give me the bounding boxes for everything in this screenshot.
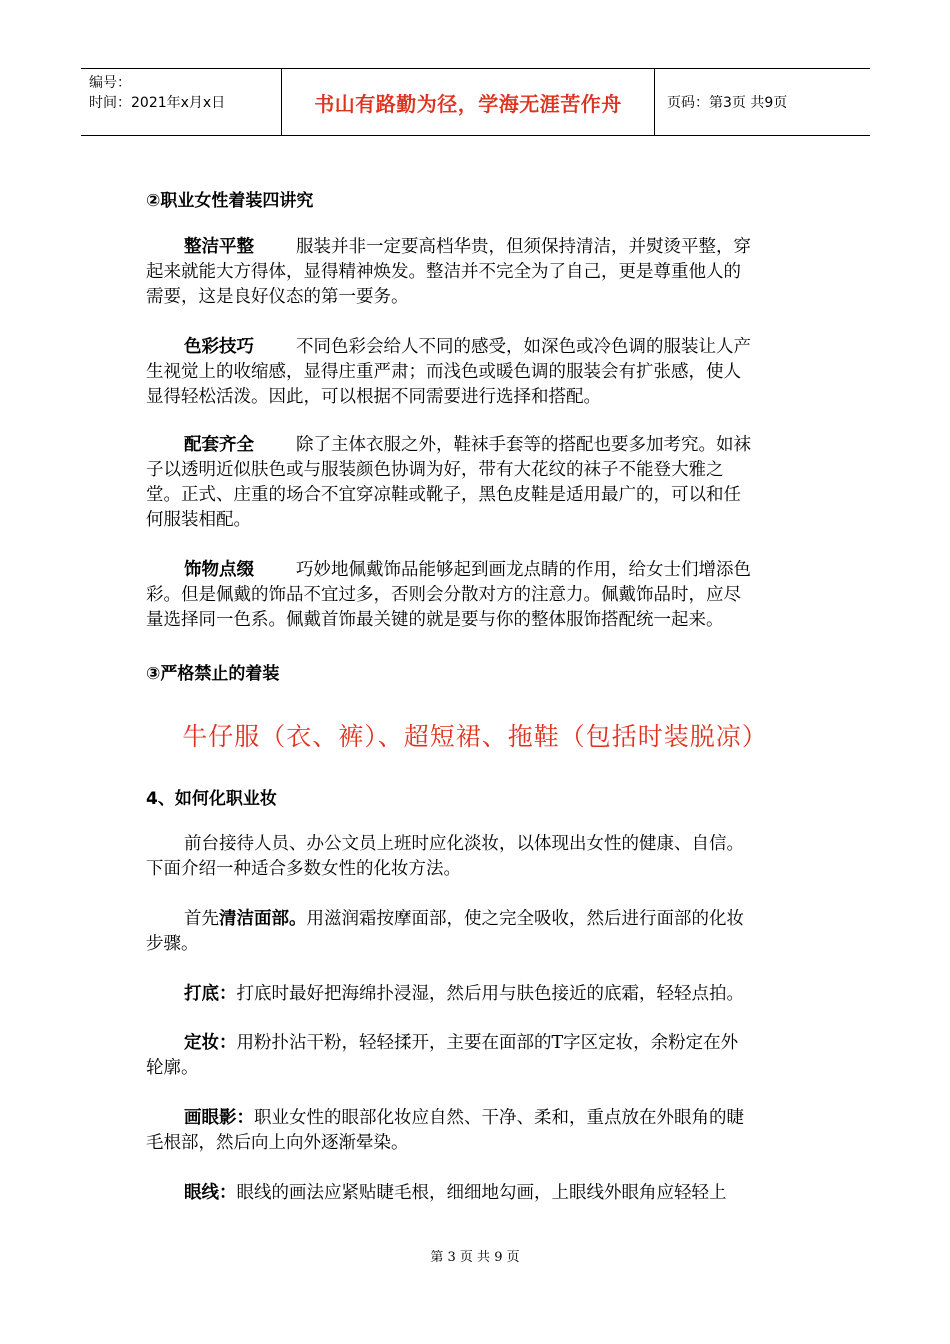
item-term: 饰物点缀 — [184, 560, 254, 580]
step-text-line: 用滋润霜按摩面部，使之完全吸收，然后进行面部的化妆 — [306, 909, 744, 929]
item-text-line: 量选择同一色系。佩戴首饰最关键的就是要与你的整体服饰搭配统一起来。 — [146, 610, 724, 630]
step-text-line: 轮廓。 — [146, 1058, 199, 1078]
section2-title: ②职业女性着装四讲究 — [146, 191, 314, 211]
clean-term: 清洁面部。 — [219, 909, 307, 929]
step-text-line: 职业女性的眼部化妆应自然、干净、柔和，重点放在外眼角的睫 — [254, 1108, 744, 1128]
intro-line: 下面介绍一种适合多数女性的化妆方法。 — [146, 859, 461, 879]
item-text-line: 生视觉上的收缩感，显得庄重严肃；而浅色或暖色调的服装会有扩张感，使人 — [146, 362, 741, 382]
makeup-step-setting — [146, 1031, 810, 1081]
item-text-line: 除了主体衣服之外，鞋袜手套等的搭配也要多加考究。如袜 — [296, 435, 751, 455]
makeup-step-eyeliner — [146, 1181, 810, 1206]
step-term: 画眼影： — [184, 1108, 254, 1128]
item-text-line: 子以透明近似肤色或与服装颜色协调为好，带有大花纹的袜子不能登大雅之 — [146, 460, 724, 480]
intro-line: 前台接待人员、办公文员上班时应化淡妆，以体现出女性的健康、自信。 — [184, 834, 744, 854]
section4-title: 4、如何化职业妆 — [146, 789, 277, 809]
step-term: 定妆： — [184, 1033, 237, 1053]
step-text-line: 用粉扑沾干粉，轻轻揉开，主要在面部的T字区定妆，余粉定在外 — [236, 1033, 739, 1053]
makeup-step-eyeshadow — [146, 1106, 810, 1156]
step-term: 打底： — [184, 984, 237, 1004]
item-text-line: 堂。正式、庄重的场合不宜穿凉鞋或靴子，黑色皮鞋是适用最广的，可以和任 — [146, 485, 741, 505]
dress-item-matching — [146, 433, 810, 533]
header-meta — [81, 69, 281, 135]
page-footer: 第 3 页 共 9 页 — [430, 1250, 520, 1265]
item-text-line: 不同色彩会给人不同的感受，如深色或冷色调的服装让人产 — [296, 337, 751, 357]
step-text-line: 打底时最好把海绵扑浸湿，然后用与肤色接近的底霜，轻轻点拍。 — [236, 984, 744, 1004]
item-text-line: 需要，这是良好仪态的第一要务。 — [146, 287, 409, 307]
header-page-info: 页码：第3页 共9页 — [667, 95, 788, 111]
item-text-line: 巧妙地佩戴饰品能够起到画龙点睛的作用，给女士们增添色 — [296, 560, 751, 580]
dress-item-neat — [146, 235, 810, 310]
step-text-line: 毛根部，然后向上向外逐渐晕染。 — [146, 1133, 409, 1153]
document-number-label: 编号： — [89, 75, 131, 91]
section3-title: ③严格禁止的着装 — [146, 664, 280, 684]
item-text-line: 显得轻松活泼。因此，可以根据不同需要进行选择和搭配。 — [146, 387, 601, 407]
makeup-intro — [146, 832, 810, 882]
item-text-line: 彩。但是佩戴的饰品不宜过多，否则会分散对方的注意力。佩戴饰品时，应尽 — [146, 585, 741, 605]
item-text-line: 起来就能大方得体，显得精神焕发。整洁并不完全为了自己，更是尊重他人的 — [146, 262, 741, 282]
dress-item-accessories — [146, 558, 810, 633]
item-text-line: 何服装相配。 — [146, 510, 251, 530]
step-text-line: 步骤。 — [146, 934, 199, 954]
page-header — [81, 68, 870, 136]
item-text-line: 服装并非一定要高档华贵，但须保持清洁，并熨烫平整，穿 — [296, 237, 751, 257]
step-text-line: 眼线的画法应紧贴睫毛根，细细地勾画，上眼线外眼角应轻轻上 — [236, 1183, 727, 1203]
dress-item-color — [146, 335, 810, 410]
item-term: 整洁平整 — [184, 237, 254, 257]
forbidden-clothing: 牛仔服（衣、裤）、超短裙、拖鞋（包括时装脱凉） — [182, 722, 768, 751]
step-term: 眼线： — [184, 1183, 237, 1203]
item-term: 色彩技巧 — [184, 337, 254, 357]
header-motto: 书山有路勤为径，学海无涯苦作舟 — [281, 69, 655, 135]
clean-prefix: 首先 — [184, 909, 219, 929]
makeup-step-foundation — [146, 982, 810, 1007]
document-time-label: 时间：2021年x月x日 — [89, 95, 226, 111]
item-term: 配套齐全 — [184, 435, 254, 455]
makeup-step-clean — [146, 907, 810, 957]
